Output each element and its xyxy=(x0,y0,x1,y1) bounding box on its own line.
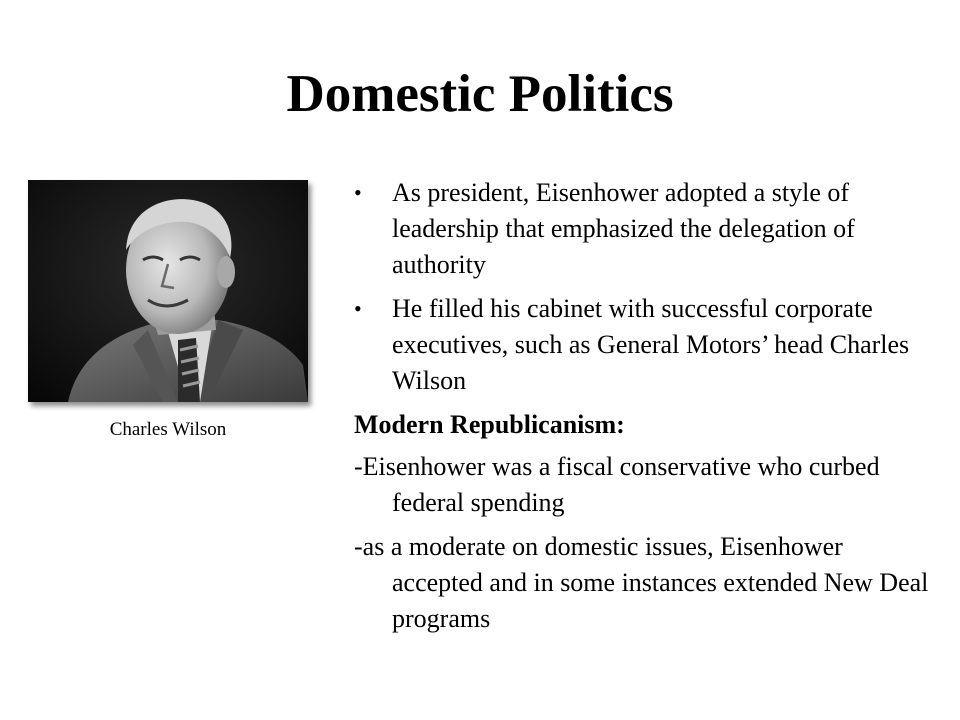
bullet-item xyxy=(354,175,934,283)
bullet-icon: • xyxy=(354,180,362,205)
bullet-item xyxy=(354,291,934,399)
dash-item: -as a moderate on domestic issues, Eisenhower accepted and in some instances extended New Deal programs xyxy=(354,532,929,633)
bullet-icon: • xyxy=(354,296,362,321)
dash-item: -Eisenhower was a fiscal conservative who curbed federal spending xyxy=(354,452,880,517)
portrait-illustration xyxy=(28,180,308,402)
slide-body xyxy=(354,175,934,645)
bullet-text: As president, Eisenhower adopted a style of leadership that emphasized the delegation of authority xyxy=(392,178,855,279)
bullet-text: He filled his cabinet with successful corporate executives, such as General Motors’ head Charles Wilson xyxy=(392,294,910,395)
portrait-photo xyxy=(28,180,308,402)
slide-title: Domestic Politics xyxy=(286,65,674,123)
photo-caption: Charles Wilson xyxy=(109,419,227,440)
section-heading: Modern Republicanism: xyxy=(354,410,625,439)
